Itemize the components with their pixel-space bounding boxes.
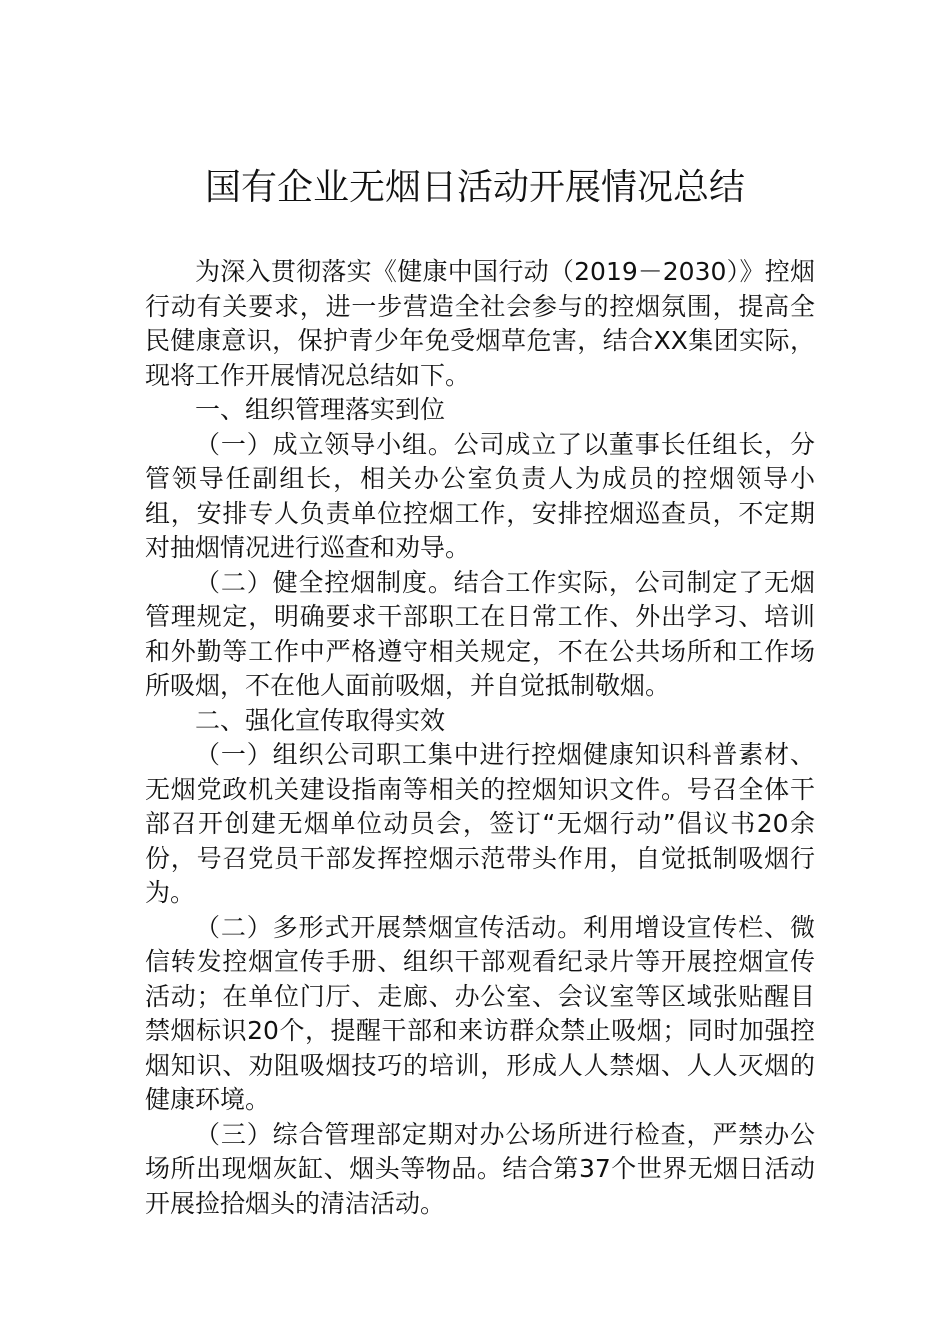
paragraph-2-1: （一）组织公司职工集中进行控烟健康知识科普素材、无烟党政机关建设指南等相关的控烟知识文件。号召全体干部召开创建无烟单位动员会，签订“无烟行动”倡议书20余份，号召党员干部发挥控烟示范带头作用，自觉抵制吸烟行为。 <box>145 740 815 907</box>
paragraph-1-1: （一）成立领导小组。公司成立了以董事长任组长，分管领导任副组长，相关办公室负责人为成员的控烟领导小组，安排专人负责单位控烟工作，安排控烟巡查员，不定期对抽烟情况进行巡查和劝导。 <box>145 429 815 562</box>
document-body <box>145 255 815 1221</box>
paragraph-2-3: （三）综合管理部定期对办公场所进行检查，严禁办公场所出现烟灰缸、烟头等物品。结合第37个世界无烟日活动开展捡拾烟头的清洁活动。 <box>145 1119 815 1218</box>
paragraph-2-2: （二）多形式开展禁烟宣传活动。利用增设宣传栏、微信转发控烟宣传手册、组织干部观看纪录片等开展控烟宣传活动；在单位门厅、走廊、办公室、会议室等区域张贴醒目禁烟标识20个，提醒干部和来访群众禁止吸烟；同时加强控烟知识、劝阻吸烟技巧的培训，形成人人禁烟、人人灭烟的健康环境。 <box>145 912 815 1114</box>
section-heading-1: 一、组织管理落实到位 <box>195 395 446 424</box>
paragraph-1-2: （二）健全控烟制度。结合工作实际，公司制定了无烟管理规定，明确要求干部职工在日常工作、外出学习、培训和外勤等工作中严格遵守相关规定，不在公共场所和工作场所吸烟，不在他人面前吸烟，并自觉抵制敬烟。 <box>145 567 815 700</box>
document-title: 国有企业无烟日活动开展情况总结 <box>204 167 745 208</box>
intro-paragraph: 为深入贯彻落实《健康中国行动（2019－2030）》控烟行动有关要求，进一步营造全社会参与的控烟氛围，提高全民健康意识，保护青少年免受烟草危害，结合XX集团实际，现将工作开展情况总结如下。 <box>145 257 815 390</box>
section-heading-2: 二、强化宣传取得实效 <box>195 705 446 735</box>
